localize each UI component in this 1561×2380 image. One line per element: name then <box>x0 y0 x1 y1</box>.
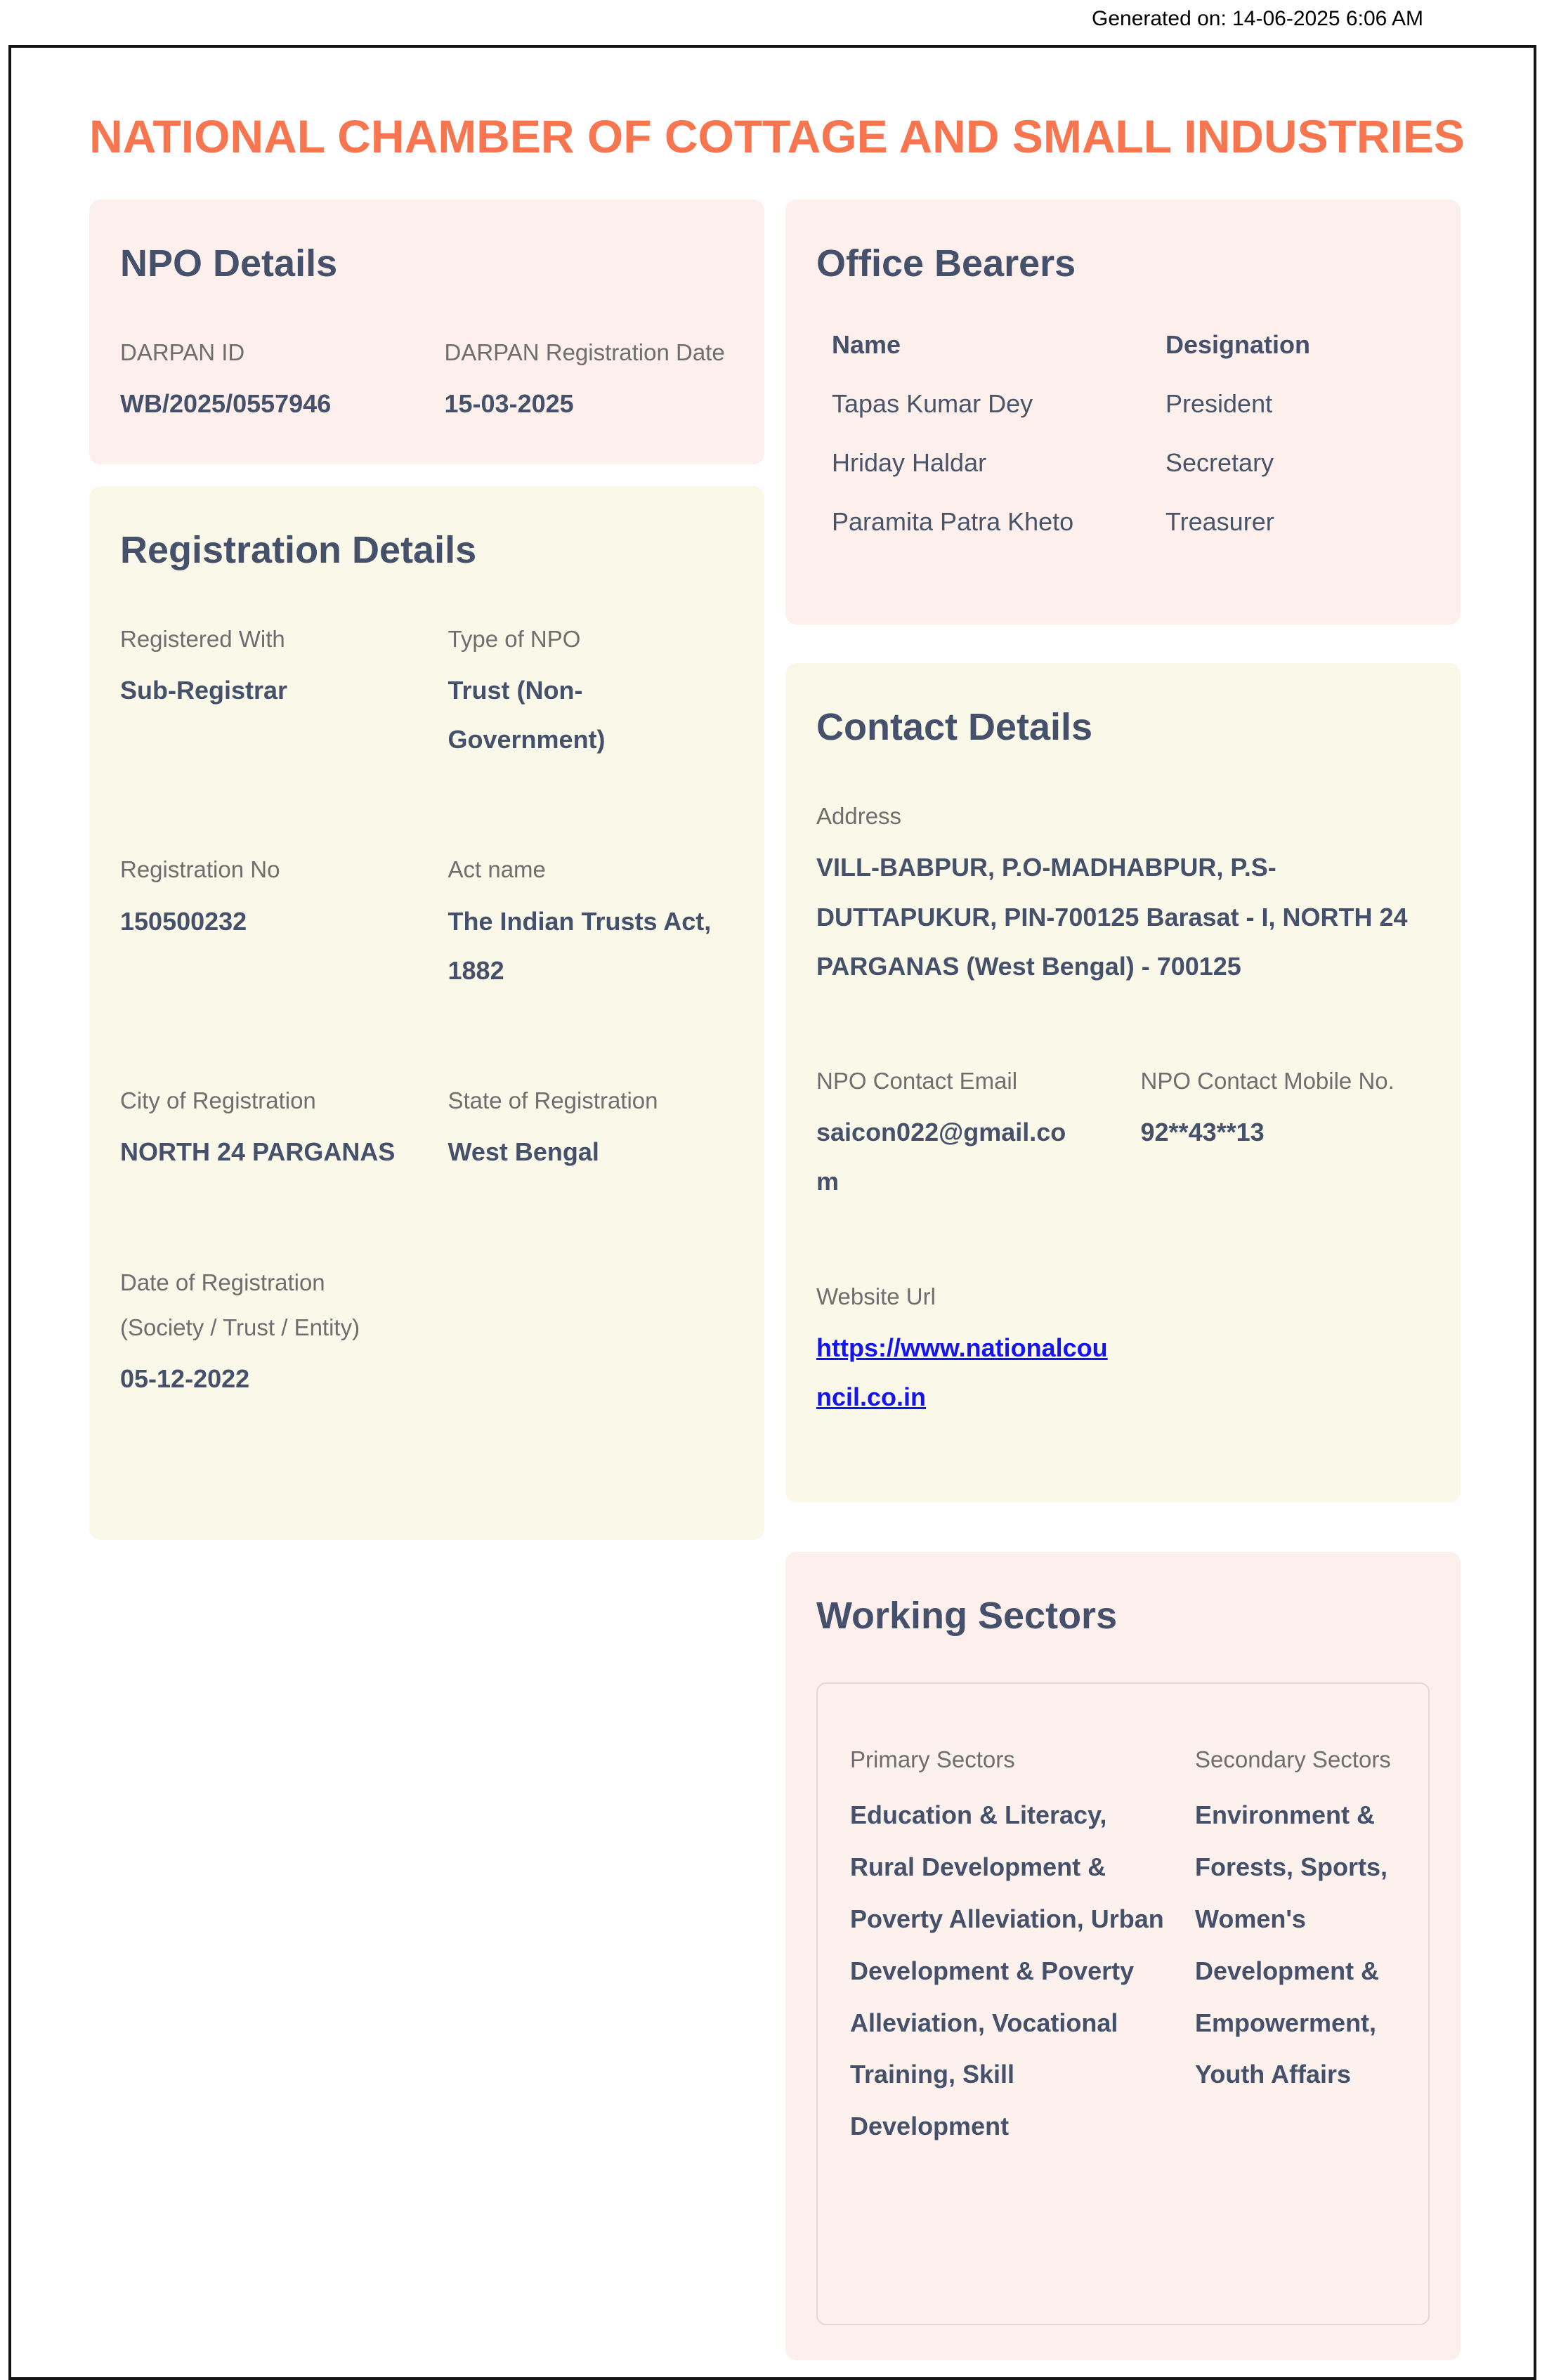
working-sectors-section <box>785 1552 1461 2360</box>
field-date-of-registration <box>120 1260 406 1404</box>
field-address <box>816 794 1430 991</box>
field-value: Sub-Registrar <box>120 675 288 705</box>
field-label: Address <box>816 803 902 829</box>
bearer-designation: President <box>1165 389 1273 418</box>
column-header-name: Name <box>832 330 901 359</box>
field-label: DARPAN ID <box>120 339 245 365</box>
field-label: Registration No <box>120 856 280 883</box>
field-value: West Bengal <box>448 1137 599 1167</box>
field-value: VILL-BABPUR, P.O-MADHABPUR, P.S-DUTTAPUKUR, PIN-700125 Barasat - I, NORTH 24 PARGANAS (West Bengal) - 700125 <box>816 853 1408 981</box>
left-column <box>89 200 764 1540</box>
bearer-name: Hriday Haldar <box>832 448 987 477</box>
registration-details-section <box>89 486 764 1540</box>
primary-sectors-value: Education & Literacy, Rural Development & Poverty Alleviation, Urban Development & Poverty Alleviation, Vocational Training, Skill Development <box>850 1800 1164 2141</box>
field-secondary-sectors <box>1195 1737 1400 2152</box>
working-sectors-panel <box>816 1682 1430 2325</box>
contact-email-mobile-grid <box>816 1059 1430 1207</box>
content-columns <box>89 200 1461 2360</box>
field-value: 15-03-2025 <box>444 389 574 419</box>
field-label: City of Registration <box>120 1087 316 1113</box>
field-label: NPO Contact Email <box>816 1067 1018 1094</box>
field-value: saicon022@gmail.com <box>816 1118 1066 1196</box>
npo-details-heading: NPO Details <box>120 242 338 285</box>
office-bearers-section <box>785 200 1461 625</box>
secondary-sectors-value: Environment & Forests, Sports, Women's Development & Empowerment, Youth Affairs <box>1195 1800 1388 2089</box>
office-bearers-table <box>816 330 1430 537</box>
field-act-name <box>448 847 734 995</box>
field-registered-with <box>120 617 406 765</box>
field-state-of-registration <box>448 1078 734 1177</box>
working-sectors-grid <box>850 1737 1400 2152</box>
field-label: Website Url <box>816 1283 936 1309</box>
bearer-designation: Treasurer <box>1165 507 1274 536</box>
page-title: NATIONAL CHAMBER OF COTTAGE AND SMALL INDUSTRIES <box>89 110 1465 162</box>
field-value: 150500232 <box>120 906 247 936</box>
bearer-name: Paramita Patra Kheto <box>832 507 1074 536</box>
field-npo-contact-email <box>816 1059 1106 1207</box>
field-label: Act name <box>448 856 546 883</box>
office-bearers-heading: Office Bearers <box>816 242 1076 285</box>
contact-details-section <box>785 663 1461 1503</box>
generated-on-timestamp: Generated on: 14-06-2025 6:06 AM <box>1091 7 1423 30</box>
npo-details-section <box>89 200 764 464</box>
field-primary-sectors <box>850 1737 1170 2152</box>
right-column <box>785 200 1461 2360</box>
field-type-of-npo <box>448 617 734 765</box>
field-value: 05-12-2022 <box>120 1364 250 1394</box>
field-value: Trust (Non-Government) <box>448 675 606 754</box>
field-darpan-registration-date <box>445 330 734 429</box>
registration-details-heading: Registration Details <box>120 528 477 571</box>
field-label: Secondary Sectors <box>1195 1746 1391 1772</box>
field-label: DARPAN Registration Date <box>444 339 725 365</box>
report-frame <box>8 45 1536 2380</box>
field-label: Primary Sectors <box>850 1746 1015 1772</box>
field-label: NPO Contact Mobile No. <box>1140 1067 1395 1094</box>
field-darpan-id <box>120 330 410 429</box>
registration-details-grid <box>120 617 733 1404</box>
field-value: 92**43**13 <box>1140 1118 1265 1147</box>
field-label: Date of Registration (Society / Trust / Entity) <box>120 1269 360 1340</box>
website-url-link[interactable]: https://www.nationalcouncil.co.in <box>816 1333 1108 1412</box>
field-npo-contact-mobile <box>1141 1059 1430 1207</box>
field-registration-no <box>120 847 406 995</box>
field-label: Type of NPO <box>448 625 581 652</box>
column-header-designation: Designation <box>1165 330 1311 359</box>
field-value: The Indian Trusts Act, 1882 <box>448 906 712 985</box>
field-value: WB/2025/0557946 <box>120 389 332 419</box>
field-label: Registered With <box>120 625 285 652</box>
field-website-url <box>816 1274 1430 1423</box>
bearer-designation: Secretary <box>1165 448 1274 477</box>
npo-details-grid <box>120 330 733 429</box>
field-label: State of Registration <box>448 1087 658 1113</box>
working-sectors-heading: Working Sectors <box>816 1595 1118 1637</box>
contact-details-heading: Contact Details <box>816 706 1093 748</box>
field-city-of-registration <box>120 1078 406 1177</box>
field-value: NORTH 24 PARGANAS <box>120 1137 396 1167</box>
bearer-name: Tapas Kumar Dey <box>832 389 1033 418</box>
